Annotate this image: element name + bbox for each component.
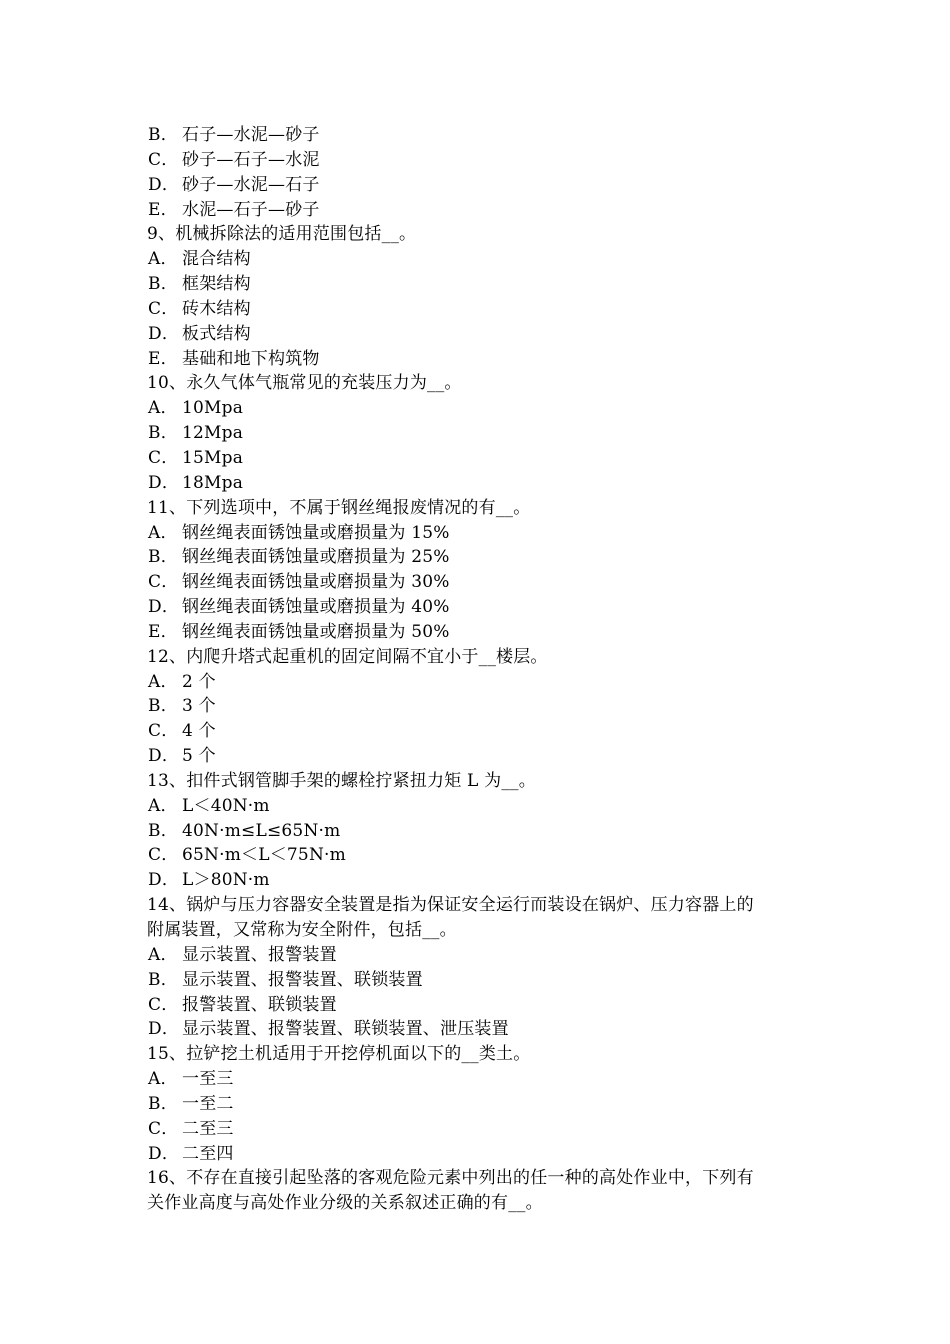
question-text: 12、内爬升塔式起重机的固定间隔不宜小于__楼层。 xyxy=(147,646,548,667)
option-text: 18Mpa xyxy=(182,472,244,493)
answer-option xyxy=(147,1142,817,1167)
option-text: 40N·m≤L≤65N·m xyxy=(182,820,341,841)
answer-option xyxy=(147,570,817,595)
question-text: 9、机械拆除法的适用范围包括__。 xyxy=(147,224,417,245)
option-label: B． xyxy=(148,547,178,568)
option-text: 砖木结构 xyxy=(182,298,251,319)
option-label: A． xyxy=(148,671,178,692)
option-label: E． xyxy=(148,621,178,642)
question-text: 关作业高度与高处作业分级的关系叙述正确的有__。 xyxy=(147,1193,543,1214)
option-label: B． xyxy=(148,969,178,990)
question-text: 15、拉铲挖土机适用于开挖停机面以下的__类土。 xyxy=(147,1044,531,1065)
option-label: C． xyxy=(148,845,179,866)
option-text: L＞80N·m xyxy=(182,870,270,891)
option-text: 二至四 xyxy=(182,1143,234,1164)
option-text: 石子—水泥—砂子 xyxy=(182,125,320,145)
answer-option xyxy=(147,148,817,173)
answer-option xyxy=(147,868,817,893)
option-label: C． xyxy=(148,149,179,170)
option-label: E． xyxy=(148,348,178,369)
option-text: 混合结构 xyxy=(182,249,251,270)
option-text: L＜40N·m xyxy=(182,795,270,816)
answer-option xyxy=(147,347,817,372)
answer-option xyxy=(147,545,817,570)
answer-option xyxy=(147,521,817,546)
option-text: 3 个 xyxy=(182,696,216,717)
option-text: 一至二 xyxy=(182,1093,234,1114)
option-label: C． xyxy=(148,994,179,1015)
answer-option xyxy=(147,173,817,198)
option-text: 报警装置、联锁装置 xyxy=(182,994,337,1015)
option-text: 二至三 xyxy=(182,1118,234,1139)
option-label: B． xyxy=(148,423,178,444)
option-text: 显示装置、报警装置、联锁装置 xyxy=(182,969,423,990)
question-text: 附属装置，又常称为安全附件，包括__。 xyxy=(147,920,457,940)
option-label: D． xyxy=(148,174,180,195)
answer-option xyxy=(147,123,817,148)
option-text: 4 个 xyxy=(182,721,216,742)
option-text: 水泥—石子—砂子 xyxy=(182,199,320,220)
option-label: A． xyxy=(148,795,178,816)
option-text: 砂子—水泥—石子 xyxy=(182,174,320,195)
option-label: A． xyxy=(148,398,178,419)
answer-option xyxy=(147,272,817,297)
answer-option xyxy=(147,446,817,471)
question-text: 14、锅炉与压力容器安全装置是指为保证安全运行而装设在锅炉、压力容器上的 xyxy=(147,895,754,916)
option-label: A． xyxy=(148,944,178,965)
option-text: 2 个 xyxy=(182,671,216,692)
option-text: 板式结构 xyxy=(182,323,251,344)
option-label: D． xyxy=(148,1143,180,1164)
answer-option xyxy=(147,744,817,769)
option-label: B． xyxy=(148,696,178,717)
option-text: 10Mpa xyxy=(182,398,244,419)
option-label: B． xyxy=(148,820,178,841)
option-text: 65N·m＜L＜75N·m xyxy=(182,845,346,866)
question-text: 10、永久气体气瓶常见的充装压力为__。 xyxy=(147,373,462,394)
answer-option xyxy=(147,620,817,645)
answer-option xyxy=(147,694,817,719)
option-text: 5 个 xyxy=(182,746,216,767)
option-text: 15Mpa xyxy=(182,447,244,468)
option-text: 显示装置、报警装置、联锁装置、泄压装置 xyxy=(182,1019,509,1040)
option-text: 12Mpa xyxy=(182,423,244,444)
option-label: D． xyxy=(148,870,180,891)
option-text: 砂子—石子—水泥 xyxy=(182,149,320,170)
answer-option xyxy=(147,943,817,968)
option-label: C． xyxy=(148,721,179,742)
option-label: D． xyxy=(148,597,180,618)
answer-option xyxy=(147,968,817,993)
answer-option xyxy=(147,1092,817,1117)
option-label: C． xyxy=(148,572,179,593)
option-label: D． xyxy=(148,323,180,344)
option-label: D． xyxy=(148,472,180,493)
option-text: 框架结构 xyxy=(182,274,251,295)
option-text: 显示装置、报警装置 xyxy=(182,944,337,965)
option-label: C． xyxy=(148,1118,179,1139)
option-label: D． xyxy=(148,746,180,767)
answer-option xyxy=(147,322,817,347)
option-label: B． xyxy=(148,1093,178,1114)
option-text: 钢丝绳表面锈蚀量或磨损量为 40% xyxy=(182,597,450,618)
answer-option xyxy=(147,794,817,819)
answer-option xyxy=(147,1117,817,1142)
option-label: E． xyxy=(148,199,178,220)
option-label: C． xyxy=(148,298,179,319)
option-label: D． xyxy=(148,1019,180,1040)
option-label: C． xyxy=(148,447,179,468)
answer-option xyxy=(147,297,817,322)
answer-option xyxy=(147,421,817,446)
answer-option xyxy=(147,396,817,421)
answer-option xyxy=(147,595,817,620)
answer-option xyxy=(147,1017,817,1042)
option-text: 钢丝绳表面锈蚀量或磨损量为 25% xyxy=(182,547,450,568)
answer-option xyxy=(147,471,817,496)
question-text: 13、扣件式钢管脚手架的螺栓拧紧扭力矩 L 为__。 xyxy=(147,770,536,791)
option-text: 基础和地下构筑物 xyxy=(182,348,320,369)
option-label: A． xyxy=(148,522,178,543)
answer-option xyxy=(147,1067,817,1092)
answer-option xyxy=(147,670,817,695)
option-text: 钢丝绳表面锈蚀量或磨损量为 30% xyxy=(182,572,450,593)
answer-option xyxy=(147,819,817,844)
option-text: 钢丝绳表面锈蚀量或磨损量为 15% xyxy=(182,522,450,543)
option-text: 钢丝绳表面锈蚀量或磨损量为 50% xyxy=(182,621,450,642)
answer-option xyxy=(147,198,817,223)
answer-option xyxy=(147,247,817,272)
answer-option xyxy=(147,719,817,744)
option-label: B． xyxy=(148,274,178,295)
option-label: B． xyxy=(148,125,178,145)
option-label: A． xyxy=(148,249,178,270)
answer-option xyxy=(147,843,817,868)
answer-option xyxy=(147,993,817,1018)
option-text: 一至三 xyxy=(182,1069,234,1090)
question-text: 16、不存在直接引起坠落的客观危险元素中列出的任一种的高处作业中，下列有 xyxy=(147,1168,754,1189)
option-label: A． xyxy=(148,1069,178,1090)
question-text: 11、下列选项中，不属于钢丝绳报废情况的有__。 xyxy=(147,497,531,518)
document-body xyxy=(147,123,817,1216)
